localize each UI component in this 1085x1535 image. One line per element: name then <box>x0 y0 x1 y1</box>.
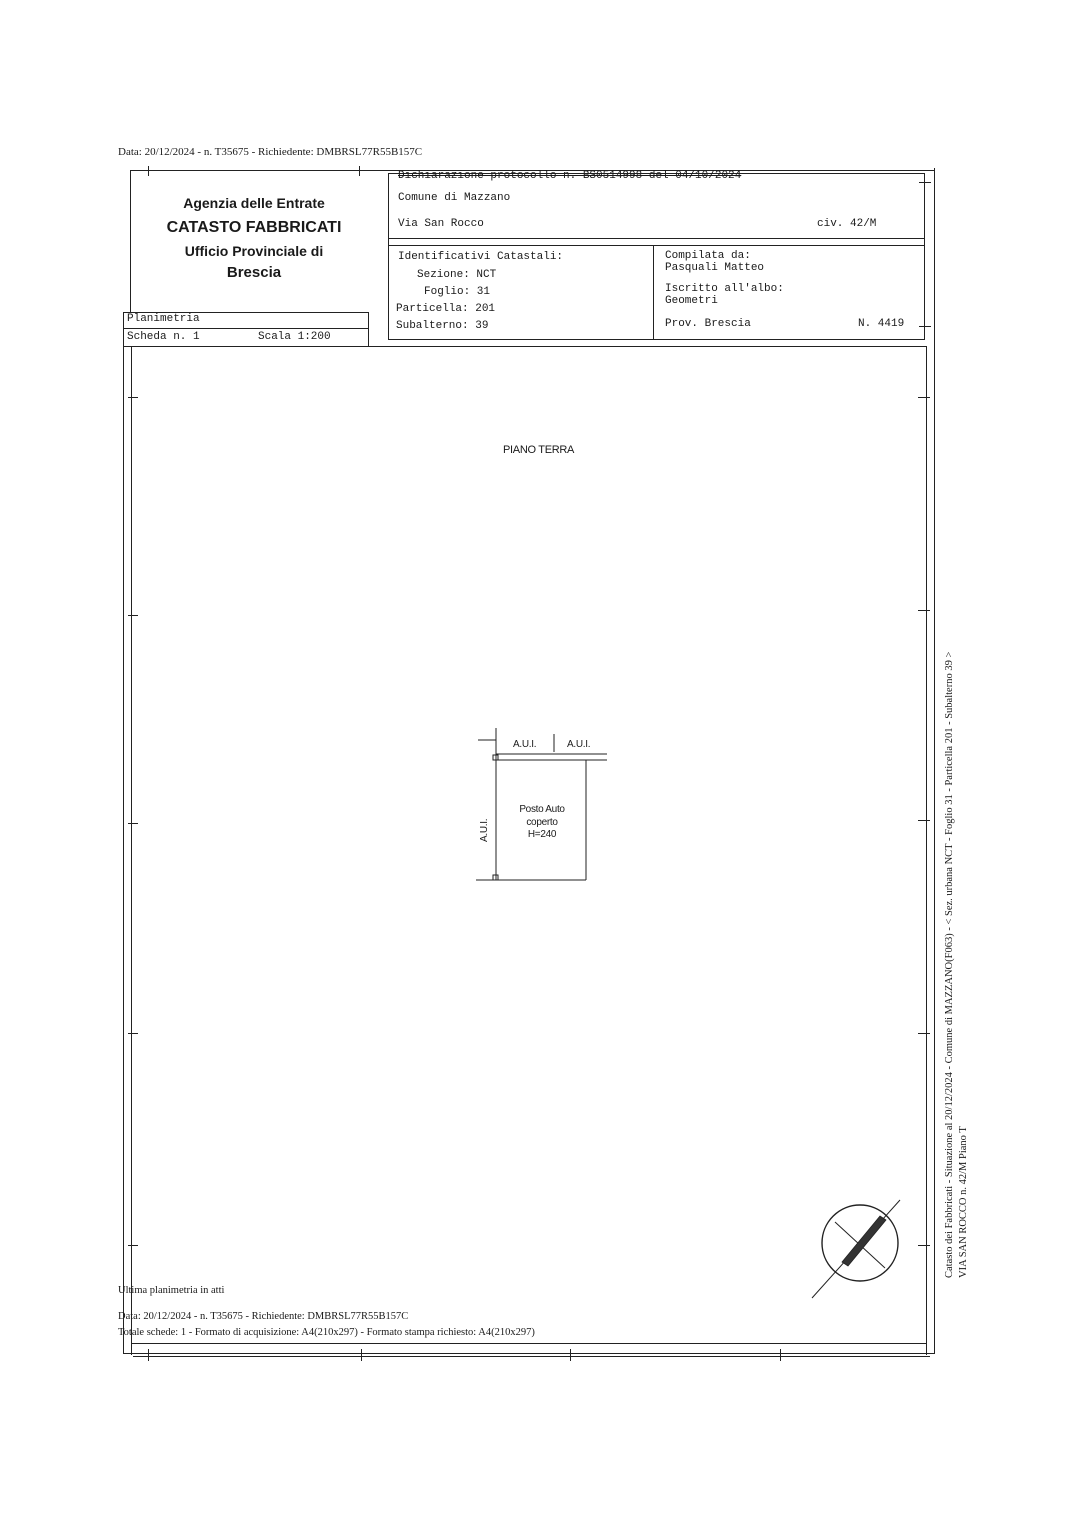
scheda-label: Scheda n. 1 <box>127 331 200 343</box>
identificativi-title: Identificativi Catastali: <box>398 251 564 263</box>
compass-icon <box>812 1200 900 1298</box>
albo-number: N. 4419 <box>858 318 905 330</box>
via-line: Via San Rocco <box>398 218 484 230</box>
room-type: coperto <box>526 817 558 828</box>
provincia-label: Prov. Brescia <box>665 318 751 330</box>
aui-left-label: A.U.I. <box>479 818 490 842</box>
room-name: Posto Auto <box>519 804 565 815</box>
comune-line: Comune di Mazzano <box>398 192 511 204</box>
protocol-line: Dichiarazione protocollo n. BS0514998 del 04/10/2024 <box>398 170 742 182</box>
sezione-line: Sezione: NCT <box>417 269 497 281</box>
compilata-title: Compilata da: <box>665 250 751 262</box>
subalterno-line: Subalterno: 39 <box>396 320 489 332</box>
floor-label: PIANO TERRA <box>503 444 575 456</box>
room-height: H=240 <box>527 829 557 840</box>
side-address-line: VIA SAN ROCCO n. 42/M Piano T <box>958 1126 969 1278</box>
header-date-line: Data: 20/12/2024 - n. T35675 - Richiedente: DMBRSL77R55B157C <box>118 146 423 158</box>
footer-totale: Totale schede: 1 - Formato di acquisizione: A4(210x297) - Formato stampa richiesto: A4(210x297) <box>118 1327 535 1338</box>
planimetria-label: Planimetria <box>127 313 200 325</box>
scala-label: Scala 1:200 <box>258 331 331 343</box>
agency-name: Agenzia delle Entrate <box>183 195 325 211</box>
albo-label: Geometri <box>665 295 718 307</box>
compilata-name: Pasquali Matteo <box>665 262 765 274</box>
particella-line: Particella: 201 <box>396 303 496 315</box>
compass-arrow <box>842 1216 886 1266</box>
ultima-planimetria: Ultima planimetria in atti <box>118 1285 225 1296</box>
civico-line: civ. 42/M <box>817 218 877 230</box>
ufficio-label: Ufficio Provinciale di <box>184 243 324 259</box>
catasto-title: CATASTO FABBRICATI <box>166 219 342 236</box>
footer-date-line: Data: 20/12/2024 - n. T35675 - Richiedente: DMBRSL77R55B157C <box>118 1311 409 1322</box>
foglio-line: Foglio: 31 <box>424 286 491 298</box>
iscritto-label: Iscritto all'albo: <box>665 283 784 295</box>
aui-top-right-label: A.U.I. <box>567 739 591 750</box>
side-catasto-line: Catasto dei Fabbricati - Situazione al 20/12/2024 - Comune di MAZZANO(F063) - < Sez. urbana NCT - Foglio 31 - Particella 201 - Subalterno 39 > <box>944 651 955 1278</box>
province-name: Brescia <box>226 264 282 281</box>
aui-top-left-label: A.U.I. <box>513 739 537 750</box>
